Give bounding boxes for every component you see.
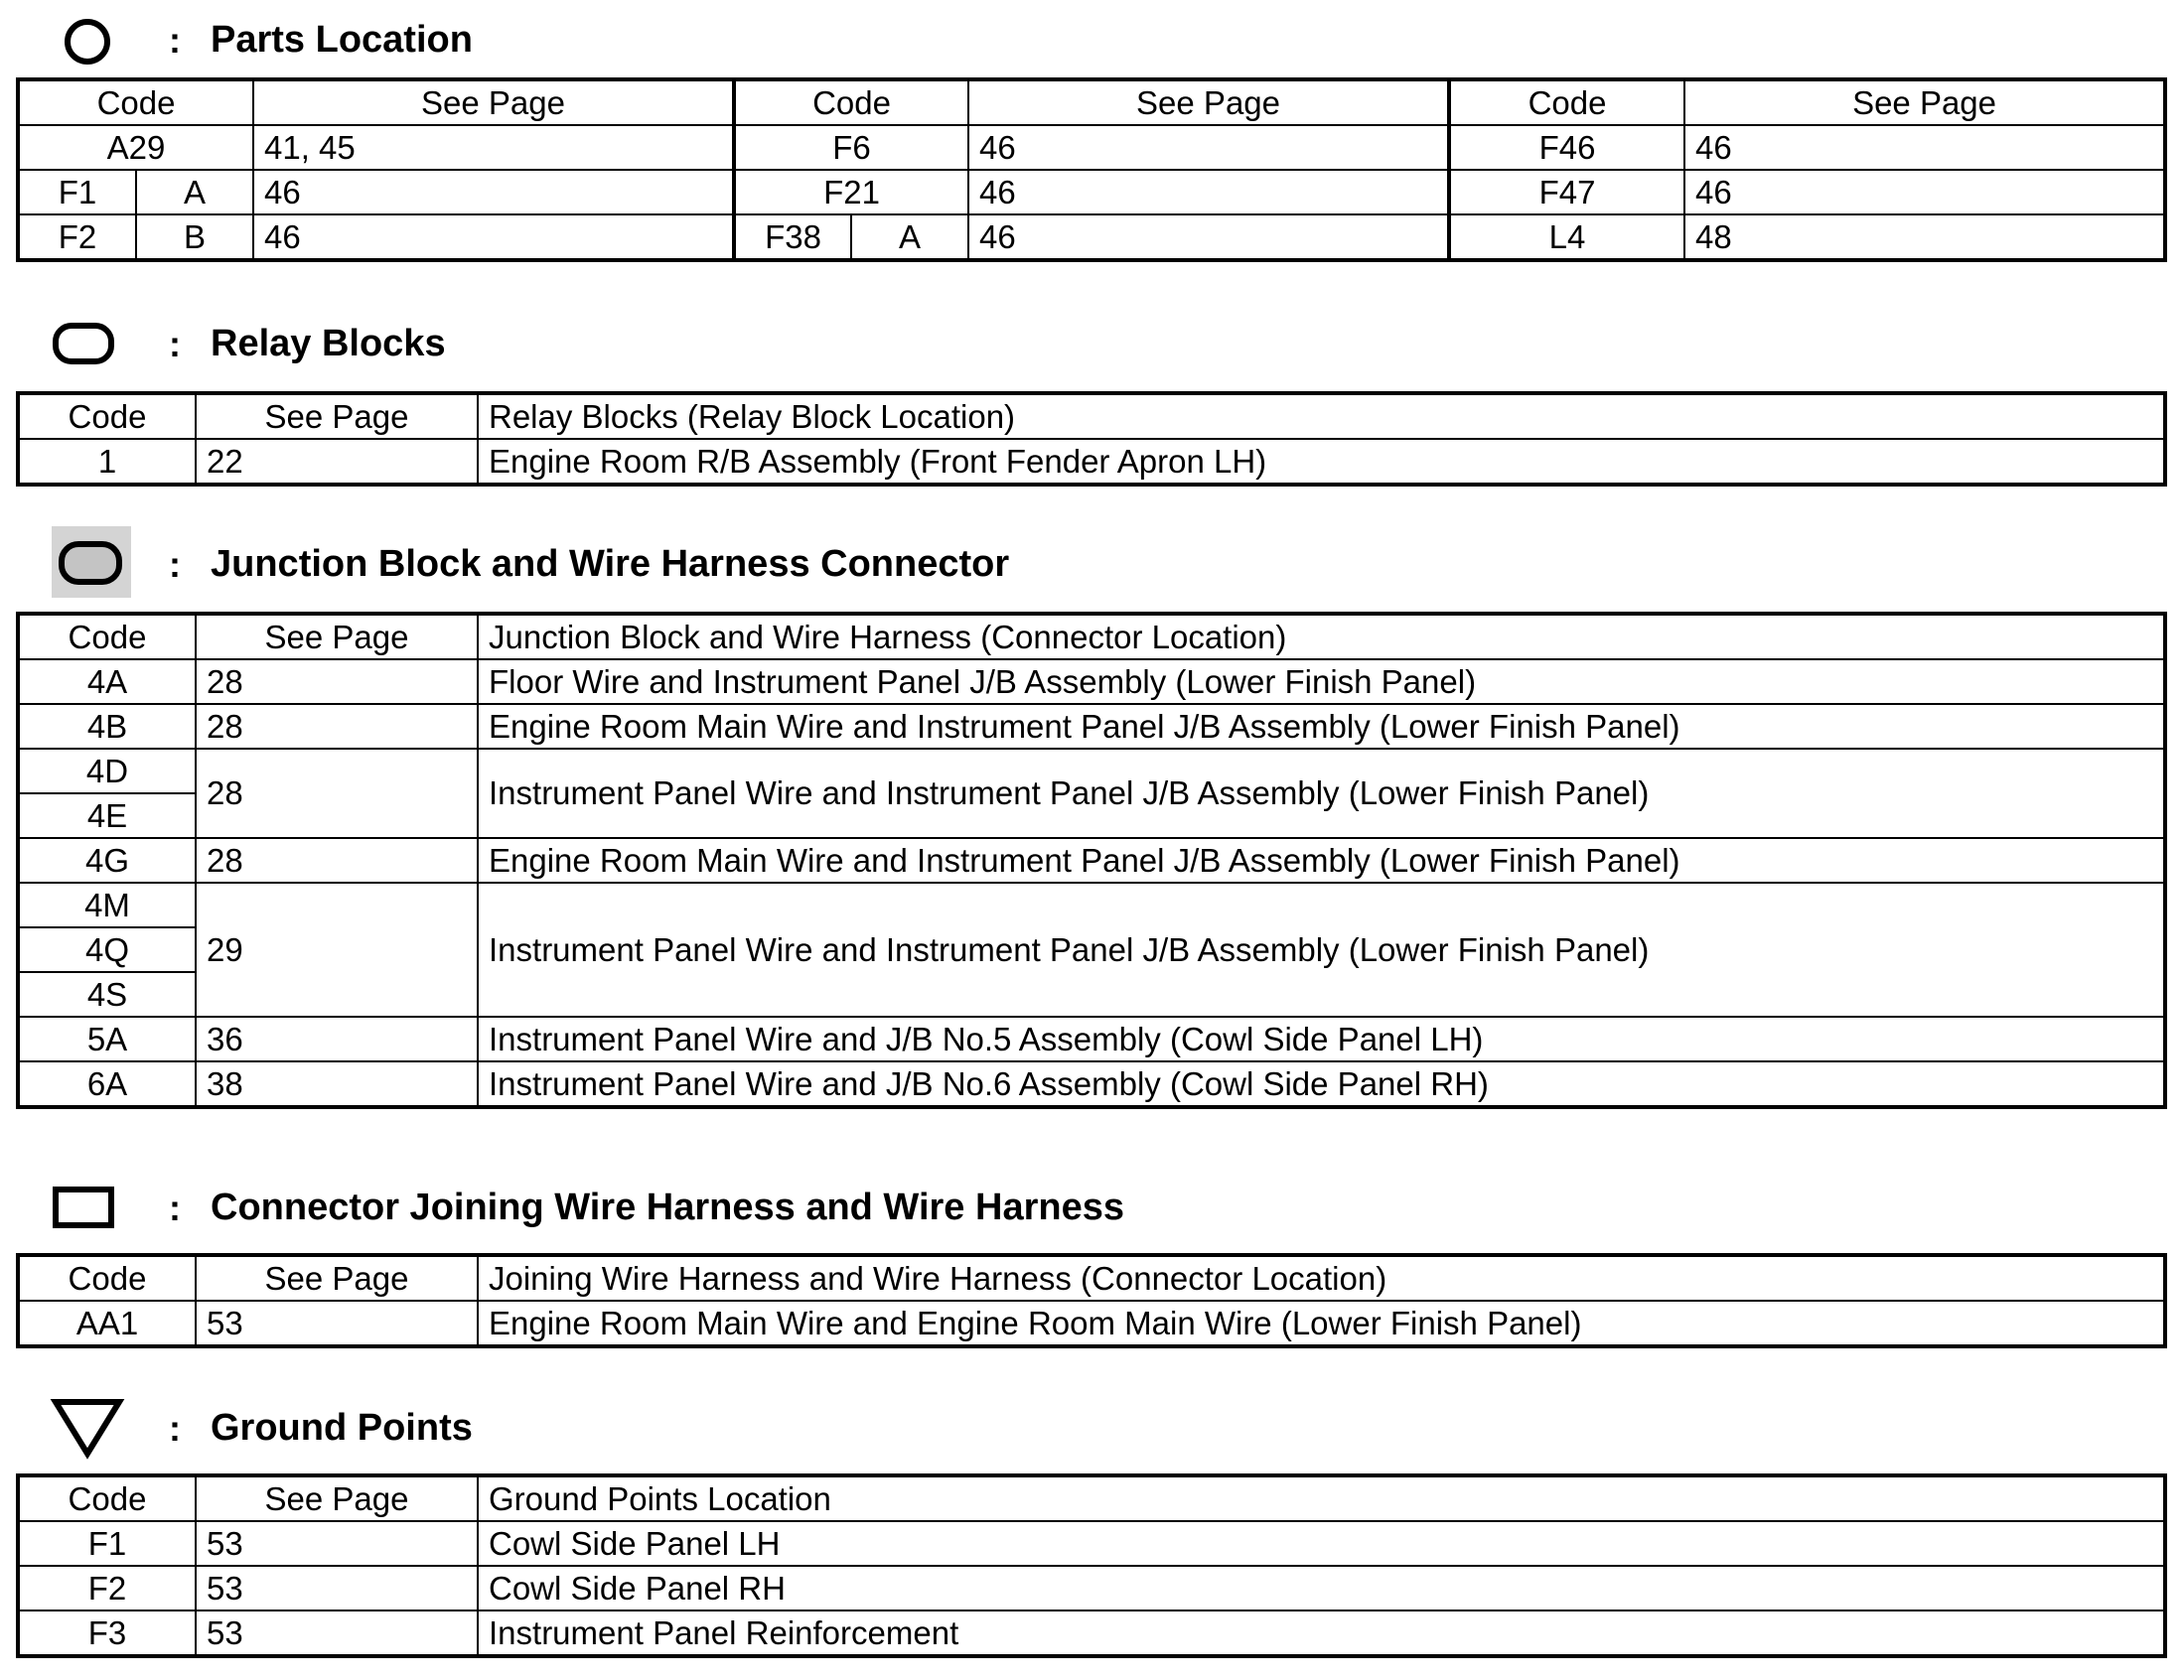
- page-cell: 53: [196, 1610, 478, 1656]
- description-cell: Engine Room Main Wire and Instrument Panel J/B Assembly (Lower Finish Panel): [478, 838, 2165, 883]
- description-cell: Instrument Panel Wire and Instrument Panel J/B Assembly (Lower Finish Panel): [478, 883, 2165, 1017]
- ground-points-table: [16, 1473, 2167, 1658]
- table-row: [18, 1061, 2165, 1107]
- parts-location-table: [16, 77, 2167, 262]
- code-cell: A29: [18, 125, 253, 170]
- page-cell: 38: [196, 1061, 478, 1107]
- page-cell: 53: [196, 1566, 478, 1610]
- header-code: Code: [18, 393, 196, 439]
- header-description: Joining Wire Harness and Wire Harness (Connector Location): [478, 1255, 2165, 1301]
- rounded-rect-icon: [50, 304, 129, 383]
- description-cell: Engine Room Main Wire and Instrument Panel J/B Assembly (Lower Finish Panel): [478, 704, 2165, 749]
- section-title: Ground Points: [211, 1407, 473, 1449]
- sub-code-cell: B: [136, 214, 253, 260]
- table-row: [18, 883, 2165, 927]
- code-cell: F1: [18, 1521, 196, 1566]
- code-cell: 1: [18, 439, 196, 485]
- section-title: Relay Blocks: [211, 323, 446, 364]
- header-code: Code: [18, 1475, 196, 1521]
- table-header-row: [18, 614, 2165, 659]
- page-cell: 28: [196, 838, 478, 883]
- header-description: Relay Blocks (Relay Block Location): [478, 393, 2165, 439]
- description-cell: Instrument Panel Wire and J/B No.5 Assembly (Cowl Side Panel LH): [478, 1017, 2165, 1061]
- parts-location-heading: [0, 2, 2184, 81]
- relay-blocks-heading: [0, 304, 2184, 383]
- junction-block-heading: [0, 524, 2184, 604]
- code-cell: 4A: [18, 659, 196, 704]
- page-cell: 48: [1684, 214, 2165, 260]
- code-cell: 6A: [18, 1061, 196, 1107]
- code-cell: AA1: [18, 1301, 196, 1346]
- page-cell: 53: [196, 1521, 478, 1566]
- code-cell: F1: [18, 170, 136, 214]
- header-see-page: See Page: [196, 1255, 478, 1301]
- code-cell: F38: [734, 214, 851, 260]
- table-row: [18, 1566, 2165, 1610]
- description-cell: Engine Room R/B Assembly (Front Fender Apron LH): [478, 439, 2165, 485]
- section-colon: :: [169, 1408, 181, 1449]
- description-cell: Engine Room Main Wire and Engine Room Main Wire (Lower Finish Panel): [478, 1301, 2165, 1346]
- sub-code-cell: A: [851, 214, 968, 260]
- description-cell: Floor Wire and Instrument Panel J/B Assembly (Lower Finish Panel): [478, 659, 2165, 704]
- sub-code-cell: A: [136, 170, 253, 214]
- page-cell: 46: [253, 214, 734, 260]
- table-row: [18, 439, 2165, 485]
- page-cell: 36: [196, 1017, 478, 1061]
- table-row: [18, 170, 2165, 214]
- code-cell: 4D: [18, 749, 196, 793]
- code-cell: 4E: [18, 793, 196, 838]
- table-row: [18, 1610, 2165, 1656]
- table-row: [18, 214, 2165, 260]
- table-header-row: [18, 1255, 2165, 1301]
- section-title: Parts Location: [211, 19, 473, 61]
- header-see-page: See Page: [196, 614, 478, 659]
- page-cell: 28: [196, 749, 478, 838]
- header-see-page: See Page: [196, 393, 478, 439]
- table-row: [18, 704, 2165, 749]
- table-row: [18, 1301, 2165, 1346]
- page-cell: 46: [1684, 170, 2165, 214]
- header-description: Junction Block and Wire Harness (Connector Location): [478, 614, 2165, 659]
- description-cell: Instrument Panel Wire and Instrument Panel J/B Assembly (Lower Finish Panel): [478, 749, 2165, 838]
- section-title: Junction Block and Wire Harness Connector: [211, 543, 1010, 585]
- section-colon: :: [169, 324, 181, 364]
- header-see-page: See Page: [196, 1475, 478, 1521]
- table-row: [18, 838, 2165, 883]
- code-cell: 4G: [18, 838, 196, 883]
- code-cell: 4S: [18, 972, 196, 1017]
- page-cell: 41, 45: [253, 125, 734, 170]
- header-see-page: See Page: [968, 79, 1449, 125]
- page-cell: 46: [968, 125, 1449, 170]
- table-header-row: [18, 1475, 2165, 1521]
- page-cell: 28: [196, 704, 478, 749]
- header-code: Code: [734, 79, 968, 125]
- description-cell: Cowl Side Panel LH: [478, 1521, 2165, 1566]
- code-cell: 5A: [18, 1017, 196, 1061]
- page-cell: 46: [253, 170, 734, 214]
- section-colon: :: [169, 1188, 181, 1228]
- header-see-page: See Page: [1684, 79, 2165, 125]
- description-cell: Cowl Side Panel RH: [478, 1566, 2165, 1610]
- header-code: Code: [1449, 79, 1684, 125]
- code-cell: 4Q: [18, 927, 196, 972]
- table-row: [18, 1521, 2165, 1566]
- code-cell: L4: [1449, 214, 1684, 260]
- table-header-row: [18, 393, 2165, 439]
- page-cell: 22: [196, 439, 478, 485]
- table-header-row: [18, 79, 2165, 125]
- code-cell: F2: [18, 1566, 196, 1610]
- section-colon: :: [169, 544, 181, 585]
- code-cell: 4M: [18, 883, 196, 927]
- triangle-down-icon: [50, 1388, 129, 1468]
- relay-blocks-table: [16, 391, 2167, 487]
- page-cell: 46: [968, 170, 1449, 214]
- code-cell: F46: [1449, 125, 1684, 170]
- table-row: [18, 125, 2165, 170]
- code-cell: F47: [1449, 170, 1684, 214]
- code-cell: F3: [18, 1610, 196, 1656]
- page-cell: 46: [968, 214, 1449, 260]
- table-row: [18, 749, 2165, 793]
- table-row: [18, 659, 2165, 704]
- code-cell: F2: [18, 214, 136, 260]
- section-colon: :: [169, 20, 181, 61]
- table-row: [18, 1017, 2165, 1061]
- page-cell: 46: [1684, 125, 2165, 170]
- header-description: Ground Points Location: [478, 1475, 2165, 1521]
- page-cell: 29: [196, 883, 478, 1017]
- page-cell: 53: [196, 1301, 478, 1346]
- code-cell: F6: [734, 125, 968, 170]
- header-code: Code: [18, 79, 253, 125]
- code-cell: 4B: [18, 704, 196, 749]
- rectangle-icon: [50, 1168, 129, 1247]
- circle-icon: [50, 2, 129, 81]
- header-code: Code: [18, 614, 196, 659]
- ground-points-heading: [0, 1388, 2184, 1468]
- description-cell: Instrument Panel Wire and J/B No.6 Assembly (Cowl Side Panel RH): [478, 1061, 2165, 1107]
- page-cell: 28: [196, 659, 478, 704]
- junction-block-table: [16, 612, 2167, 1109]
- connector-joining-heading: [0, 1168, 2184, 1247]
- code-cell: F21: [734, 170, 968, 214]
- header-see-page: See Page: [253, 79, 734, 125]
- section-title: Connector Joining Wire Harness and Wire Harness: [211, 1187, 1124, 1228]
- header-code: Code: [18, 1255, 196, 1301]
- description-cell: Instrument Panel Reinforcement: [478, 1610, 2165, 1656]
- connector-joining-table: [16, 1253, 2167, 1348]
- shaded-rounded-rect-icon: [52, 524, 131, 604]
